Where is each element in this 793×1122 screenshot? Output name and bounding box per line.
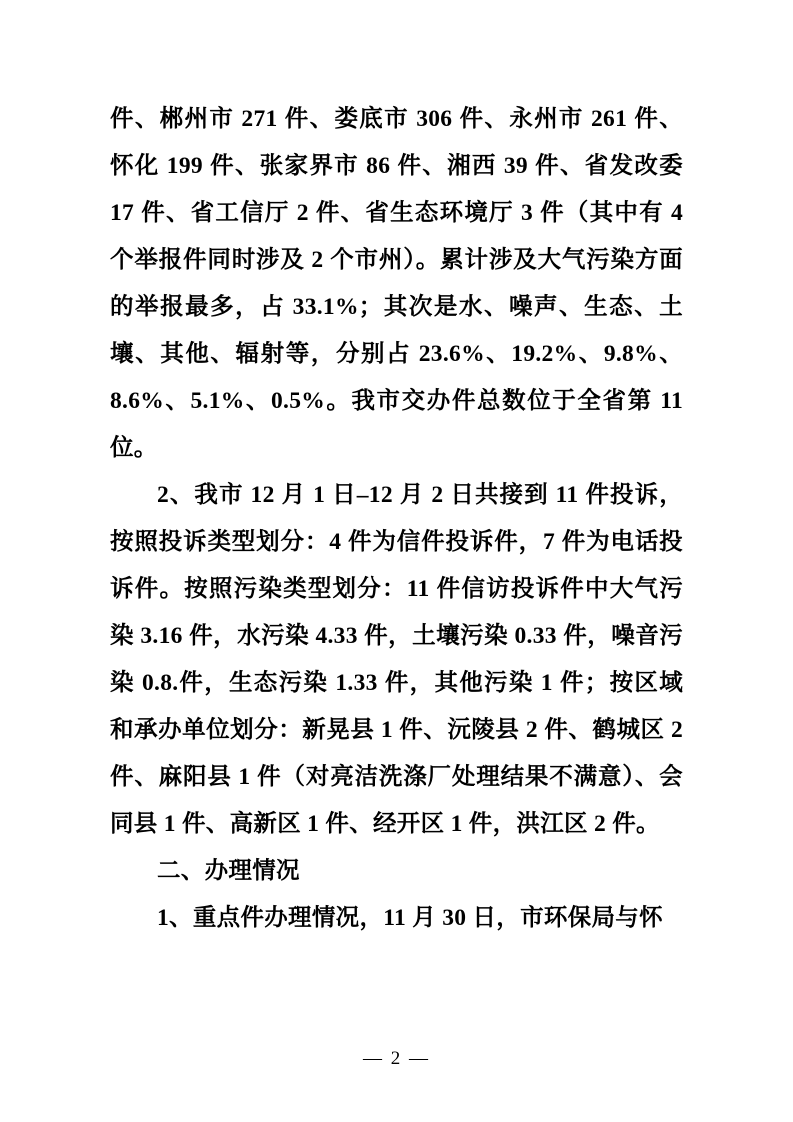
page-number: — 2 — (363, 1048, 430, 1069)
paragraph-item-2: 2、我市 12 月 1 日–12 月 2 日共接到 11 件投诉，按照投诉类型划分：4 件为信件投诉件，7 件为电话投诉件。按照污染类型划分：11 件信访投诉件中大气污染 3.16 件，水污染 4.33 件，土壤污染 0.33 件，噪音污染 0.8.件，生态污染 1.33 件，其他污染 1 件；按区域和承办单位划分：新晃县 1 件、沅陵县 2 件、鹤城区 2 件、麻阳县 1 件（对亮洁洗涤厂处理结果不满意）、会同县 1 件、高新区 1 件、经开区 1 件，洪江区 2 件。 (110, 482, 683, 837)
section-heading-handling: 二、办理情况 (157, 858, 300, 884)
document-body (110, 96, 683, 942)
paragraph-item-1-handling: 1、重点件办理情况，11 月 30 日，市环保局与怀 (157, 905, 663, 931)
paragraph-continued-statistics: 件、郴州市 271 件、娄底市 306 件、永州市 261 件、怀化 199 件、张家界市 86 件、湘西 39 件、省发改委 17 件、省工信厅 2 件、省生态环境厅 3 件（其中有 4 个举报件同时涉及 2 个市州）。累计涉及大气污染方面的举报最多，占 33.1%；其次是水、噪声、生态、土壤、其他、辐射等，分别占 23.6%、19.2%、9.8%、8.6%、5.1%、0.5%。我市交办件总数位于全省第 11 位。 (110, 106, 683, 461)
